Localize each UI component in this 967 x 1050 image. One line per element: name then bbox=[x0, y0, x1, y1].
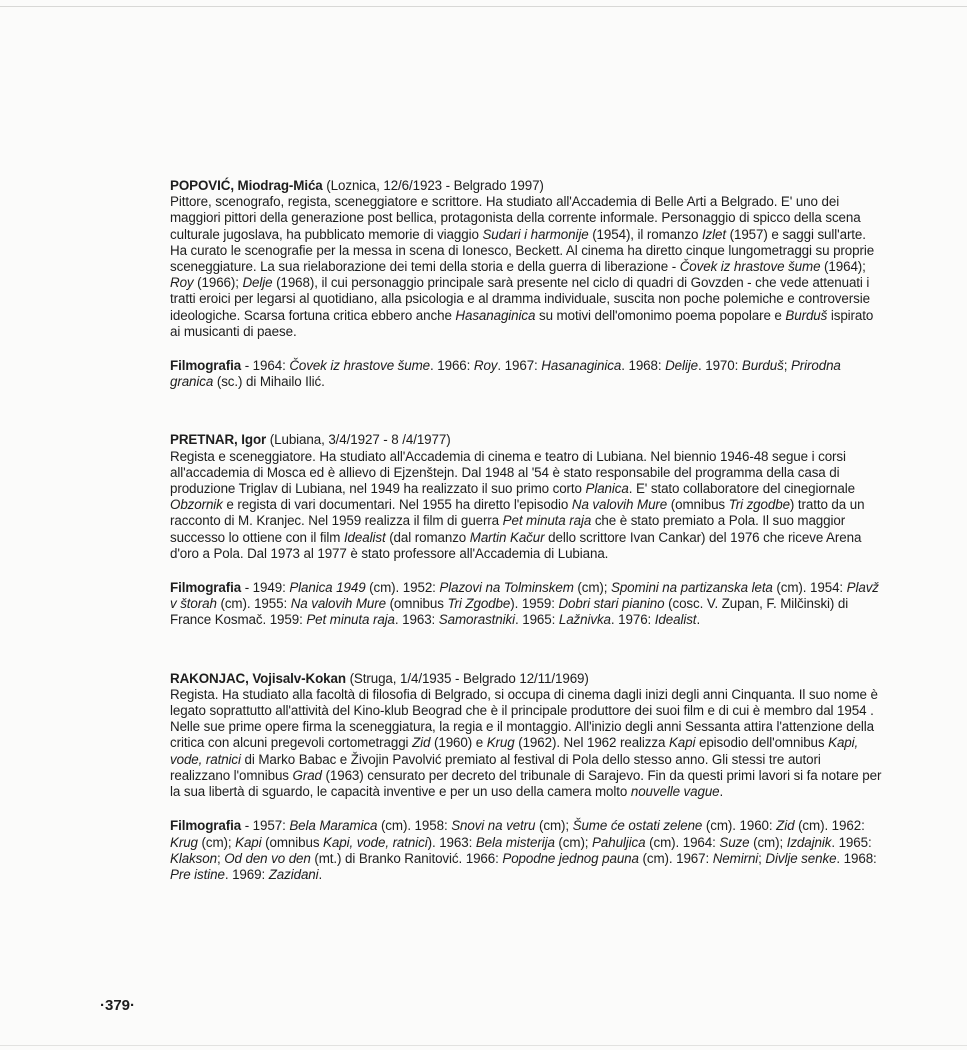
entry-dates: (Struga, 1/4/1935 - Belgrado 12/11/1969) bbox=[349, 670, 589, 686]
title-text: Čovek iz hrastove šume bbox=[679, 259, 821, 275]
entry-dates: (Loznica, 12/6/1923 - Belgrado 1997) bbox=[326, 178, 544, 193]
text-run: (cm). 1955: bbox=[216, 596, 291, 612]
text-run: . bbox=[318, 866, 323, 882]
text-run: (cosc. V. Zupan, F. Milčinski) di France Kosmač. 1959: bbox=[170, 596, 849, 628]
filmography-label: Filmografia bbox=[170, 358, 242, 374]
entry-dates: (Lubiana, 3/4/1927 - 8 /4/1977) bbox=[269, 432, 451, 448]
title-text: Pet minuta raja bbox=[306, 612, 395, 628]
entry-bio bbox=[170, 449, 882, 562]
text-run: ; bbox=[216, 850, 225, 866]
text-run: (1960) e bbox=[430, 735, 487, 751]
text-run: (1964); bbox=[820, 259, 866, 275]
title-text: Čovek iz hrastove šume bbox=[289, 358, 431, 374]
title-text: Obzornik bbox=[170, 497, 223, 513]
title-text: Divlje senke bbox=[765, 850, 837, 866]
text-run: Regista e sceneggiatore. Ha studiato all'Accademia di cinema e teatro di Lubiana. Nel biennio 1946-48 segue i corsi all'accademia di Mosca ed è allievo di Ejzenštejn. Dal 1948 al '54 è stato responsabile del programma della casa di produzione Triglav di Lubiana, nel 1949 ha realizzato il suo primo corto bbox=[170, 448, 846, 497]
title-text: Idealist bbox=[654, 612, 697, 628]
text-run: che è stato premiato a Pola. Il suo maggior successo lo ottiene con il film bbox=[170, 513, 846, 545]
text-run: . 1969: bbox=[224, 866, 269, 882]
filmography bbox=[170, 580, 882, 629]
text-run: di Marko Babac e Živojin Pavolvić premiato al festival di Pola dello stesso anno. Gli stessi tre autori realizzano l'omnibus bbox=[170, 751, 821, 783]
text-run: . 1976: bbox=[610, 612, 655, 628]
page-number: ·379· bbox=[100, 997, 136, 1014]
title-text: Zid bbox=[776, 818, 795, 834]
title-text: Delje bbox=[242, 275, 273, 291]
title-text: Roy bbox=[170, 275, 194, 291]
title-text: Prirodna granica bbox=[170, 358, 841, 390]
text-run: ). 1959: bbox=[510, 596, 559, 612]
filmography bbox=[170, 358, 882, 390]
text-run: e regista di vari documentari. Nel 1955 ha diretto l'episodio bbox=[222, 497, 572, 513]
biography-list bbox=[170, 178, 882, 883]
text-run: (mt.) di Branko Ranitović. 1966: bbox=[310, 850, 503, 866]
title-text: Zazidani bbox=[268, 866, 319, 882]
text-run: . bbox=[719, 784, 724, 800]
title-text: Bela Maramica bbox=[289, 818, 378, 834]
title-text: Izlet bbox=[701, 226, 726, 242]
text-run: (cm). 1954: bbox=[772, 580, 847, 596]
text-run: . 1963: bbox=[394, 612, 439, 628]
text-run: (cm). 1967: bbox=[638, 850, 713, 866]
title-text: Spomini na partizanska leta bbox=[610, 580, 773, 596]
text-run: (cm). 1952: bbox=[365, 580, 440, 596]
text-run: (cm); bbox=[535, 818, 573, 834]
filmography-list bbox=[170, 358, 841, 389]
text-run: (dal romanzo bbox=[385, 529, 470, 545]
title-text: Hasanaginica bbox=[541, 358, 622, 374]
text-run: dello scrittore Ivan Cankar) del 1976 che riceve Arena d'oro a Pola. Dal 1973 al 1977 è stato professore all'Accademia di Lubiana. bbox=[170, 529, 862, 561]
title-text: Krug bbox=[486, 735, 515, 751]
text-run: (sc.) di Mihailo Ilić. bbox=[213, 374, 325, 390]
title-text: Delije bbox=[665, 358, 698, 374]
text-run: (1957) e saggi sull'arte. Ha curato le scenografie per la messa in scena di Ionesco, Beckett. Al cinema ha diretto cinque lungometraggi su proprie sceneggiature. La sua rielaborazione dei temi della storia e della guerra di liberazione - bbox=[170, 226, 875, 275]
title-text: Snovi na vetru bbox=[451, 818, 536, 834]
title-text: Na valovih Mure bbox=[571, 497, 668, 513]
text-run: ispirato ai musicanti di paese. bbox=[170, 307, 874, 339]
entry-name: POPOVIĆ, Miodrag-Mića bbox=[170, 178, 323, 193]
entry-name: PRETNAR, Igor bbox=[170, 432, 267, 448]
title-text: Burduš bbox=[741, 358, 784, 374]
text-run: Regista. Ha studiato alla facoltà di filosofia di Belgrado, si occupa di cinema dagli inizi degli anni Cinquanta. Il suo nome è legato soprattutto all'attività del Kino-klub Beograd che è il principale produttore dei suoi film e di cui è membro dal 1954 . Nelle sue prime opere firma la sceneggiatura, la regia e il montaggio. All'inizio degli anni Sessanta attira l'attenzione della critica con alcuni pregevoli cortometraggi bbox=[170, 686, 878, 751]
text-run: (cm). 1960: bbox=[702, 818, 777, 834]
title-text: Kapi, vode, ratnici bbox=[170, 735, 859, 767]
entry-popovic bbox=[170, 178, 882, 390]
title-text: Planica 1949 bbox=[289, 580, 366, 596]
title-text: nouvelle vague bbox=[630, 784, 720, 800]
title-text: Planica bbox=[585, 481, 629, 497]
title-text: Idealist bbox=[343, 529, 386, 545]
title-text: Lažnivka bbox=[558, 612, 611, 628]
text-run: . E' stato collaboratore del cinegiornale bbox=[628, 481, 855, 497]
title-text: Pahuljica bbox=[592, 834, 646, 850]
text-run: (1966); bbox=[193, 275, 243, 291]
text-run: (cm); bbox=[197, 834, 236, 850]
text-run: (omnibus bbox=[261, 834, 324, 850]
title-text: Plavž v štorah bbox=[170, 580, 879, 612]
text-run: . 1966: bbox=[430, 358, 474, 374]
title-text: Nemirni bbox=[712, 850, 759, 866]
entry-heading bbox=[170, 432, 882, 448]
text-run: ). 1963: bbox=[427, 834, 476, 850]
title-text: Krug bbox=[170, 834, 198, 850]
entry-heading bbox=[170, 178, 882, 194]
title-text: Klakson bbox=[170, 850, 217, 866]
filmography-label: Filmografia bbox=[170, 580, 242, 596]
text-run: (cm); bbox=[749, 834, 787, 850]
title-text: Izdajnik bbox=[786, 834, 832, 850]
title-text: Samorastniki bbox=[438, 612, 515, 628]
text-run: ; bbox=[758, 850, 766, 866]
text-run: . 1965: bbox=[514, 612, 559, 628]
entry-bio bbox=[170, 687, 882, 800]
title-text: Tri Zgodbe bbox=[447, 596, 511, 612]
title-text: Burduš bbox=[785, 307, 828, 323]
text-run: . 1968: bbox=[836, 850, 877, 866]
title-text: Šume će ostati zelene bbox=[572, 818, 703, 834]
title-text: Na valovih Mure bbox=[290, 596, 386, 612]
title-text: Kapi, vode, ratnici bbox=[323, 834, 428, 850]
filmography-list bbox=[170, 580, 879, 627]
text-run: (1962). Nel 1962 realizza bbox=[514, 735, 669, 751]
text-run: (cm). 1964: bbox=[645, 834, 720, 850]
entry-pretnar bbox=[170, 432, 882, 628]
title-text: Kapi bbox=[235, 834, 262, 850]
text-run: . 1965: bbox=[831, 834, 872, 850]
title-text: Roy bbox=[473, 358, 498, 374]
title-text: Suze bbox=[719, 834, 750, 850]
title-text: Grad bbox=[292, 767, 322, 783]
title-text: Popodne jednog pauna bbox=[502, 850, 639, 866]
text-run: (omnibus bbox=[667, 497, 729, 513]
title-text: Tri zgodbe bbox=[728, 497, 790, 513]
text-run: (cm). 1962: bbox=[794, 818, 865, 834]
text-run: (cm). 1958: bbox=[377, 818, 452, 834]
text-run: (omnibus bbox=[385, 596, 448, 612]
text-run: - 1964: bbox=[241, 358, 290, 374]
title-text: Kapi bbox=[668, 735, 696, 751]
text-run: (1963) censurato per decreto del tribunale di Sarajevo. Fin da questi primi lavori si fa notare per la sua libertà di sguardo, le capacità inventive e per un uso della camera molto bbox=[170, 767, 882, 800]
title-text: Plazovi na Tolminskem bbox=[439, 580, 574, 596]
text-run: . 1967: bbox=[497, 358, 542, 374]
title-text: Sudari i harmonije bbox=[482, 226, 589, 242]
text-run: Pittore, scenografo, regista, sceneggiatore e scrittore. Ha studiato all'Accademia di Belle Arti a Belgrado. E' uno dei maggiori pittori della generazione post bellica, protagonista della corrente informale. Personaggio di spicco della scena culturale jugoslava, ha pubblicato memorie di viaggio bbox=[170, 194, 861, 242]
text-run: . 1968: bbox=[621, 358, 666, 374]
filmography bbox=[170, 818, 882, 883]
title-text: Pet minuta raja bbox=[502, 513, 592, 529]
text-run: - 1949: bbox=[241, 580, 290, 596]
bottom-rule bbox=[0, 1045, 967, 1046]
entry-rakonjac bbox=[170, 671, 882, 883]
text-run: ) tratto da un racconto di M. Kranjec. Nel 1959 realizza il film di guerra bbox=[170, 497, 865, 529]
filmography-list bbox=[170, 818, 877, 882]
text-run: su motivi dell'omonimo poema popolare e bbox=[535, 307, 786, 323]
title-text: Bela misterija bbox=[475, 834, 555, 850]
title-text: Pre istine bbox=[170, 866, 225, 882]
text-run: (1968), il cui personaggio principale sarà presente nel ciclo di quadri di Govzden - che vede attenuati i tratti eroici per legarsi al quotidiano, alla psicologia e al dramma individuale, suscita non poche polemiche e controversie ideologiche. Scarsa fortuna critica ebbero anche bbox=[170, 275, 870, 323]
entry-heading bbox=[170, 671, 882, 687]
text-run: . bbox=[696, 612, 701, 628]
title-text: Dobri stari pianino bbox=[558, 596, 665, 612]
top-rule bbox=[0, 6, 967, 7]
filmography-label: Filmografia bbox=[170, 818, 242, 834]
text-run: (cm); bbox=[573, 580, 611, 596]
title-text: Od den vo den bbox=[224, 850, 311, 866]
text-run: - 1957: bbox=[241, 818, 290, 834]
text-run: ; bbox=[783, 358, 791, 374]
text-run: episodio dell'omnibus bbox=[695, 735, 829, 751]
title-text: Hasanaginica bbox=[455, 307, 536, 323]
entry-name: RAKONJAC, Vojisalv-Kokan bbox=[170, 670, 346, 686]
text-run: (cm); bbox=[554, 834, 593, 850]
title-text: Martin Kačur bbox=[469, 529, 545, 545]
title-text: Zid bbox=[412, 735, 431, 751]
text-run: . 1970: bbox=[698, 358, 742, 374]
entry-bio bbox=[170, 194, 882, 340]
text-run: (1954), il romanzo bbox=[588, 226, 702, 242]
